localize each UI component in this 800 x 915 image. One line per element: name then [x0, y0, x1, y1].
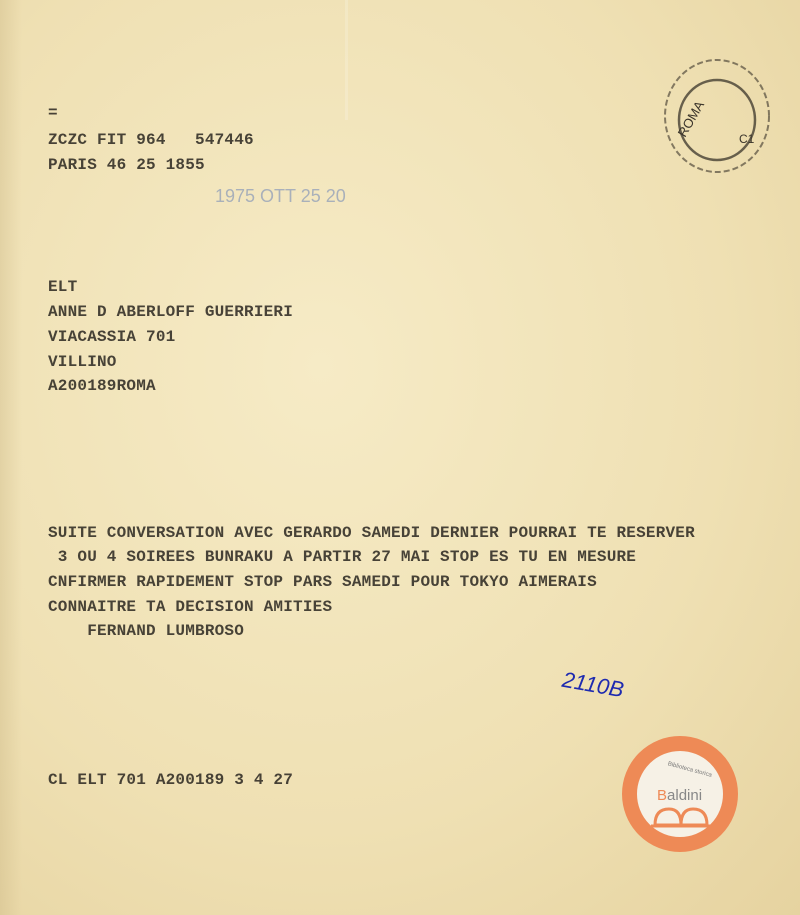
- postmark-stamp: [655, 48, 775, 178]
- address-line: ELT: [48, 278, 78, 296]
- address-line: A200189ROMA: [48, 377, 156, 395]
- header-line-2: PARIS 46 25 1855: [48, 156, 205, 174]
- logo-small-text: Biblioteca storica: [666, 761, 713, 779]
- footer-line: CL ELT 701 A200189 3 4 27: [48, 771, 294, 789]
- handwritten-number: 2110B: [560, 666, 626, 703]
- date-stamp: 1975 OTT 25 20: [215, 186, 346, 206]
- svg-text:ROMA: ROMA: [674, 98, 708, 140]
- logo-name: Baldini: [657, 787, 703, 804]
- book-icon: [651, 805, 711, 829]
- message-line: CNFIRMER RAPIDEMENT STOP PARS SAMEDI POUR TOKYO AIMERAIS: [48, 573, 597, 591]
- address-line: ANNE D ABERLOFF GUERRIERI: [48, 303, 294, 321]
- address-line: VILLINO: [48, 353, 117, 371]
- signature-line: FERNAND LUMBROSO: [48, 622, 245, 640]
- header-line-1: ZCZC FIT 964 547446: [48, 131, 254, 149]
- message-line: CONNAITRE TA DECISION AMITIES: [48, 598, 333, 616]
- message-line: SUITE CONVERSATION AVEC GERARDO SAMEDI DERNIER POURRAI TE RESERVER: [48, 524, 695, 542]
- address-line: VIACASSIA 701: [48, 328, 176, 346]
- svg-text:C1: C1: [739, 132, 755, 146]
- message-line: 3 OU 4 SOIREES BUNRAKU A PARTIR 27 MAI STOP ES TU EN MESURE: [48, 548, 637, 566]
- paper-edge: [0, 0, 22, 915]
- baldini-logo: [622, 736, 738, 852]
- header-marker: =: [48, 104, 58, 122]
- crease: [345, 0, 348, 120]
